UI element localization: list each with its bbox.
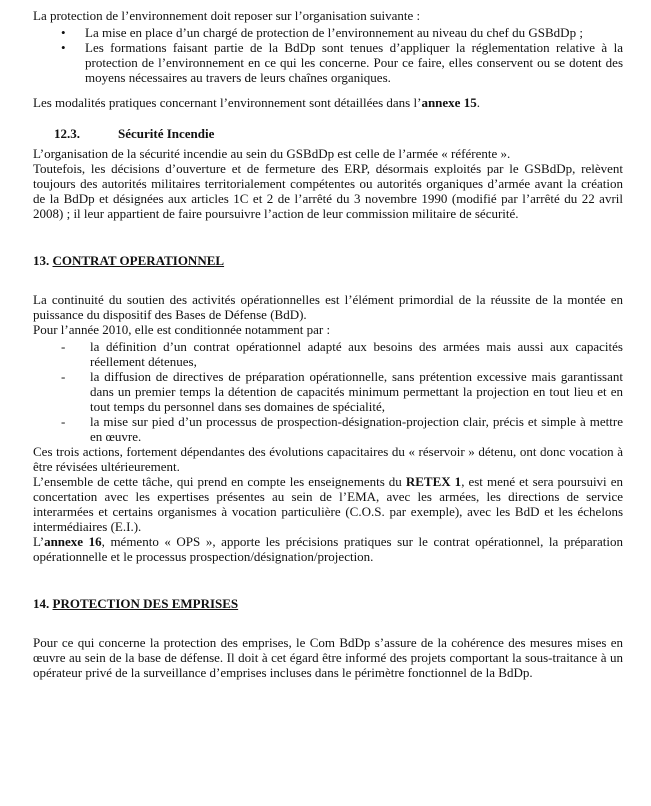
section-13-heading: [33, 253, 623, 268]
dash-text: la diffusion de directives de préparation opérationnelle, sans prétention excessive mais garantissant dans un premier temps la détention de capacités minimum permettant la projection en tout lieu et en tout temps du personnel dans ses domaines de spécialité,: [90, 369, 623, 414]
dash-mark: -: [61, 414, 66, 429]
env-intro: La protection de l’environnement doit reposer sur l’organisation suivante :: [33, 8, 421, 23]
section-number: 13.: [33, 253, 50, 268]
section-title: CONTRAT OPERATIONNEL: [52, 253, 225, 268]
document-page: [33, 8, 623, 680]
section-14-heading: [33, 596, 623, 611]
contract-p5-text: L’: [33, 534, 45, 549]
contract-p5-rest: , mémento « OPS », apporte les précisions pratiques sur le contrat opérationnel, la préparation opérationnelle et le processus prospection/désignation/projection.: [33, 534, 624, 564]
dash-mark: -: [61, 369, 66, 384]
protection-p1: Pour ce qui concerne la protection des emprises, le Com BdDp s’assure de la cohérence des mesures mises en œuvre au sein de la base de défense. Il doit à cet égard être informé des projets comportant la sous-traitance à un opérateur privé de la surveillance d’emprises incluses dans le périmètre fonctionnel de la BdDp.: [33, 635, 623, 680]
contract-dash-list: [33, 339, 623, 444]
contract-p3: Ces trois actions, fortement dépendantes des évolutions capacitaires du « réservoir » détenu, ont donc vocation à être révisées ultérieurement.: [33, 444, 623, 474]
section-title: PROTECTION DES EMPRISES: [52, 596, 239, 611]
dash-mark: -: [61, 339, 66, 354]
bullet-mark: •: [61, 25, 66, 40]
contract-p2: Pour l’année 2010, elle est conditionnée notamment par :: [33, 322, 331, 337]
contract-p4: [33, 474, 623, 534]
bullet-text: Les formations faisant partie de la BdDp sont tenues d’appliquer la réglementation relative à la protection de l’environnement en ce qui les concerne. Pour ce faire, elles conservent ou se dotent des moyens nécessaires au travers de leurs chaînes organiques.: [85, 40, 623, 85]
contract-p4-text: L’ensemble de cette tâche, qui prend en compte les enseignements du: [33, 474, 406, 489]
dash-text: la définition d’un contrat opérationnel adapté aux besoins des armées mais aussi aux capacités réellement détenues,: [90, 339, 623, 369]
section-title: Sécurité Incendie: [118, 126, 215, 141]
retex-ref: RETEX 1: [405, 474, 462, 489]
bullet-text: La mise en place d’un chargé de protection de l’environnement au niveau du chef du GSBdDp ;: [85, 25, 583, 40]
env-modalities-end: .: [476, 95, 480, 110]
fire-safety-p2: Toutefois, les décisions d’ouverture et de fermeture des ERP, désormais exploités par le GSBdDp, relèvent toujours des autorités militaires territorialement compétentes ou autorités organiques d’armée avant la création de la BdDp et désignées aux articles 1C et 2 de l’arrêté du 3 novembre 1990 (modifié par l’arrêté du 22 avril 2008) ; il leur appartient de faire poursuivre l’action de leur commission militaire de sécurité.: [33, 161, 623, 221]
contract-p4-rest: , est mené et sera poursuivi en concertation avec les expertises présentes au sein de l’EMA, avec les armées, les directions de service interarmées et certains organismes à vocation particulière (C.O.S. par exemple), avec les BdD et les échelons intermédiaires (E.I.).: [33, 474, 623, 534]
env-modalities-text: Les modalités pratiques concernant l’environnement sont détaillées dans l’: [33, 95, 422, 110]
annexe-15-ref: annexe 15: [421, 95, 477, 110]
list-item: [33, 369, 623, 414]
list-item: [33, 25, 623, 40]
bullet-mark: •: [61, 40, 66, 55]
list-item: [33, 40, 623, 85]
contract-p5: [33, 534, 623, 564]
section-number: 12.3.: [54, 126, 80, 141]
list-item: [33, 414, 623, 444]
section-number: 14.: [33, 596, 50, 611]
list-item: [33, 339, 623, 369]
dash-text: la mise sur pied d’un processus de prospection-désignation-projection clair, précis et simple à mettre en œuvre.: [90, 414, 623, 444]
section-12-3-heading: [33, 126, 623, 141]
env-bullet-list: [33, 25, 623, 85]
fire-safety-p1: L’organisation de la sécurité incendie au sein du GSBdDp est celle de l’armée « référente ».: [33, 146, 511, 161]
annexe-16-ref: annexe 16: [44, 534, 102, 549]
env-modalities: [33, 95, 623, 110]
contract-p1: La continuité du soutien des activités opérationnelles est l’élément primordial de la réussite de la montée en puissance du dispositif des Bases de Défense (BdD).: [33, 292, 623, 322]
